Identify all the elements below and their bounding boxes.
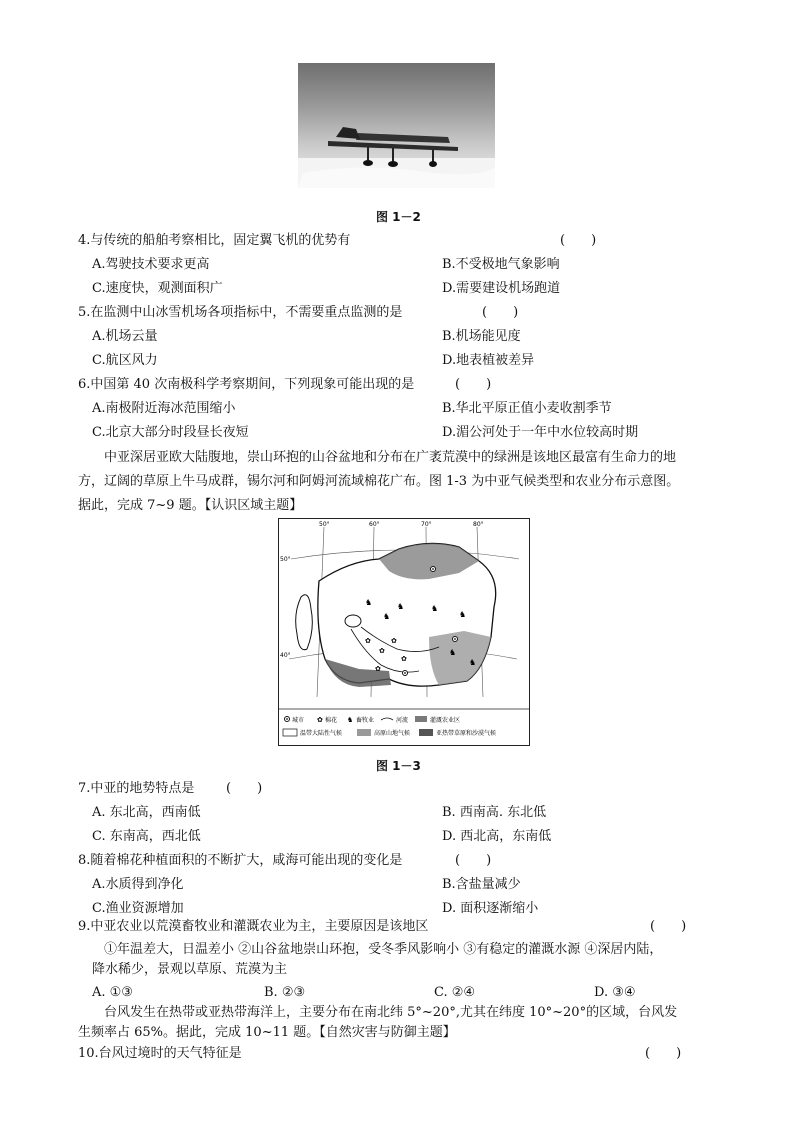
- aircraft-illustration: [298, 63, 495, 188]
- q7-stem: 7.中亚的地势特点是: [78, 781, 195, 796]
- lon-label-80: 80°: [473, 521, 484, 528]
- svg-text:✿: ✿: [401, 655, 407, 663]
- q6-stem: 6.中国第 40 次南极科学考察期间，下列现象可能出现的是: [78, 377, 415, 392]
- q10-answer-bracket: ( ): [645, 1046, 682, 1061]
- legend-city: 城市: [292, 717, 305, 724]
- lon-label-50: 50°: [319, 521, 330, 528]
- svg-text:♞: ♞: [365, 598, 373, 607]
- q10-stem: 10.台风过境时的天气特征是: [78, 1046, 242, 1061]
- svg-text:♞: ♞: [449, 648, 457, 657]
- q9-statement-line-2: 降水稀少，景观以草原、荒漠为主: [92, 962, 288, 977]
- svg-text:♞: ♞: [397, 602, 405, 611]
- q9-option-a: A. ①③: [92, 985, 133, 1000]
- q5-option-c: C.航区风力: [92, 353, 158, 368]
- q5-stem: 5.在监测中山冰雪机场各项指标中，不需要重点监测的是: [78, 305, 403, 320]
- q8-option-c: C.渔业资源增加: [92, 901, 184, 916]
- lat-label-50: 50°: [280, 556, 291, 563]
- passage-7-9-line-1: 中亚深居亚欧大陆腹地，崇山环抱的山谷盆地和分布在广袤荒漠中的绿洲是该地区最富有生命力的地: [104, 450, 677, 465]
- figure-1-2-caption: 图 1－2: [376, 210, 421, 224]
- q6-answer-bracket: ( ): [455, 377, 492, 392]
- svg-text:✿: ✿: [391, 637, 397, 645]
- q9-option-d: D. ③④: [594, 985, 636, 1000]
- q4-answer-bracket: ( ): [560, 233, 597, 248]
- q4-stem: 4.与传统的船舶考察相比，固定翼飞机的优势有: [78, 233, 351, 248]
- q6-option-a: A.南极附近海冰范围缩小: [92, 401, 236, 416]
- figure-1-3-caption: 图 1－3: [376, 759, 421, 773]
- q4-option-d: D.需要建设机场跑道: [442, 281, 561, 296]
- q7-answer-bracket: ( ): [226, 781, 263, 796]
- passage-10-11-line-2: 生频率占 65%。据此，完成 10~11 题。【自然灾害与防御主题】: [78, 1025, 456, 1040]
- svg-text:♞: ♞: [383, 612, 391, 621]
- q5-option-b: B.机场能见度: [442, 329, 521, 344]
- q9-answer-bracket: ( ): [650, 919, 687, 934]
- legend-river: 河流: [396, 717, 409, 724]
- svg-text:♞: ♞: [469, 658, 477, 667]
- svg-text:✿: ✿: [317, 716, 323, 724]
- q7-option-a: A. 东北高，西南低: [92, 805, 201, 820]
- legend-subtropical: 亚热带草原和沙漠气候: [436, 730, 497, 737]
- q5-answer-bracket: ( ): [482, 305, 519, 320]
- passage-7-9-line-2: 方，辽阔的草原上牛马成群，锡尔河和阿姆河流域棉花广布。图 1-3 为中亚气候类型和农业分布示意图。: [78, 474, 680, 489]
- lat-label-40: 40°: [280, 652, 291, 659]
- legend-livestock: 畜牧业: [356, 717, 375, 724]
- q9-statement-line-1: ①年温差大，日温差小 ②山谷盆地崇山环抱，受冬季风影响小 ③有稳定的灌溉水源 ④深居内陆，: [104, 942, 663, 957]
- q6-option-b: B.华北平原正值小麦收割季节: [442, 401, 612, 416]
- q5-option-a: A.机场云量: [92, 329, 158, 344]
- q9-stem: 9.中亚农业以荒漠畜牧业和灌溉农业为主，主要原因是该地区: [78, 919, 429, 934]
- central-asia-map: [278, 518, 530, 746]
- q8-option-a: A.水质得到净化: [92, 877, 184, 892]
- q9-option-b: B. ②③: [264, 985, 306, 1000]
- svg-text:♞: ♞: [431, 604, 439, 613]
- legend-plateau-mountain: 高原山地气候: [374, 730, 411, 737]
- legend-cotton: 棉花: [325, 717, 338, 724]
- lon-label-60: 60°: [369, 521, 380, 528]
- q8-answer-bracket: ( ): [455, 853, 492, 868]
- svg-text:✿: ✿: [375, 665, 381, 673]
- q4-option-b: B.不受极地气象影响: [442, 257, 560, 272]
- map-drawing: [279, 519, 529, 745]
- q7-option-d: D. 西北高，东南低: [442, 829, 552, 844]
- q8-option-b: B.含盐量减少: [442, 877, 521, 892]
- legend-irrigation: 灌溉农业区: [430, 717, 461, 724]
- q4-option-c: C.速度快，观测面积广: [92, 281, 223, 296]
- svg-text:♞: ♞: [459, 610, 467, 619]
- antarctic-aircraft-photo: [298, 63, 495, 188]
- svg-text:♞: ♞: [347, 716, 354, 724]
- legend-temperate-continental: 温带大陆性气候: [300, 730, 343, 737]
- svg-text:✿: ✿: [379, 647, 385, 655]
- passage-10-11-line-1: 台风发生在热带或亚热带海洋上，主要分布在南北纬 5°~20°,尤其在纬度 10°~20°的区域，台风发: [104, 1005, 678, 1020]
- q4-option-a: A.驾驶技术要求更高: [92, 257, 210, 272]
- q6-option-d: D.湄公河处于一年中水位较高时期: [442, 425, 639, 440]
- q8-stem: 8.随着棉花种植面积的不断扩大，咸海可能出现的变化是: [78, 853, 403, 868]
- q5-option-d: D.地表植被差异: [442, 353, 535, 368]
- q8-option-d: D. 面积逐渐缩小: [442, 901, 539, 916]
- lon-label-70: 70°: [421, 521, 432, 528]
- q9-option-c: C. ②④: [434, 985, 476, 1000]
- passage-7-9-line-3: 据此，完成 7~9 题。【认识区域主题】: [78, 498, 303, 513]
- q7-option-c: C. 东南高，西北低: [92, 829, 201, 844]
- svg-text:✿: ✿: [365, 637, 371, 645]
- q6-option-c: C.北京大部分时段昼长夜短: [92, 425, 249, 440]
- q7-option-b: B. 西南高. 东北低: [442, 805, 547, 820]
